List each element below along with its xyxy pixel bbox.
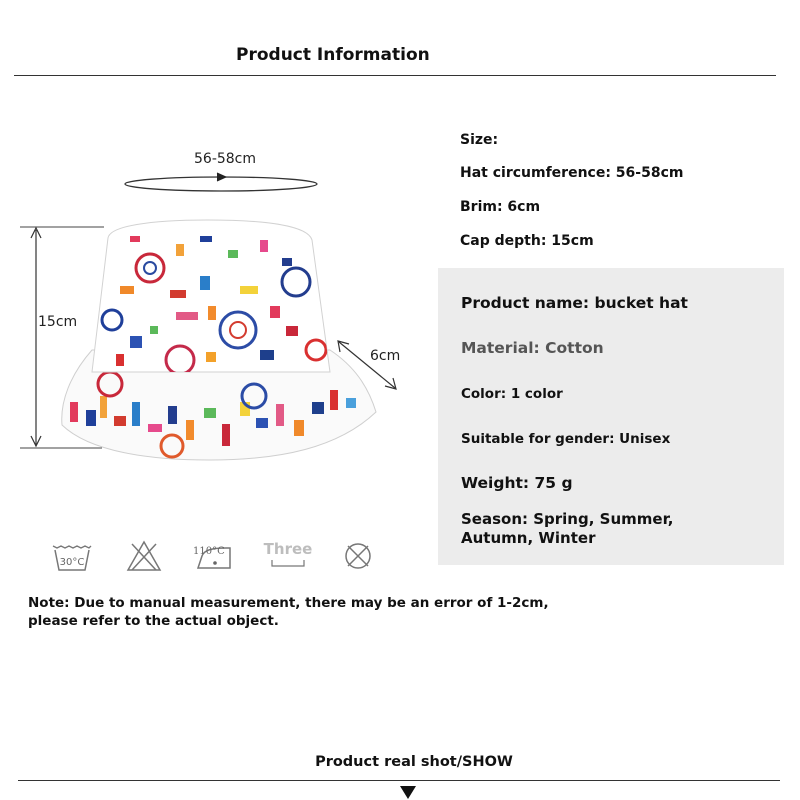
wash-temp-text: 30°C (59, 557, 85, 568)
detail-weight: Weight: 75 g (461, 474, 573, 492)
line-dry-icon (262, 540, 314, 574)
detail-season: Season: Spring, Summer, Autumn, Winter (461, 510, 674, 547)
measurement-note: Note: Due to manual measurement, there may be an error of 1-2cm, please refer to the actual object. (28, 595, 549, 629)
spec-size: Size: (460, 132, 499, 148)
spec-circumference: Hat circumference: 56-58cm (460, 165, 684, 181)
down-arrow-icon (398, 784, 418, 800)
spec-brim: Brim: 6cm (460, 199, 541, 215)
line-dry-text: Three (263, 540, 313, 558)
header-divider (14, 75, 776, 76)
page-title: Product Information (236, 45, 430, 65)
iron-temp-text: 110°C (193, 546, 225, 557)
detail-name: Product name: bucket hat (461, 294, 688, 312)
detail-color: Color: 1 color (461, 386, 563, 402)
no-bleach-icon (122, 538, 166, 574)
circumference-label: 56-58cm (194, 151, 257, 167)
brim-label: 6cm (370, 348, 401, 364)
hat-image (62, 220, 376, 460)
hat-figure (0, 140, 430, 480)
no-dry-clean-icon (336, 538, 380, 574)
section-title-real-shot: Product real shot/SHOW (315, 754, 513, 770)
detail-gender: Suitable for gender: Unisex (461, 431, 671, 447)
spec-depth: Cap depth: 15cm (460, 233, 594, 249)
height-label: 15cm (38, 314, 78, 330)
detail-material: Material: Cotton (461, 339, 604, 357)
circumference-arrow (217, 173, 226, 181)
wash-30-icon (50, 538, 94, 574)
footer-divider (18, 780, 780, 781)
iron-110-icon (190, 538, 240, 574)
